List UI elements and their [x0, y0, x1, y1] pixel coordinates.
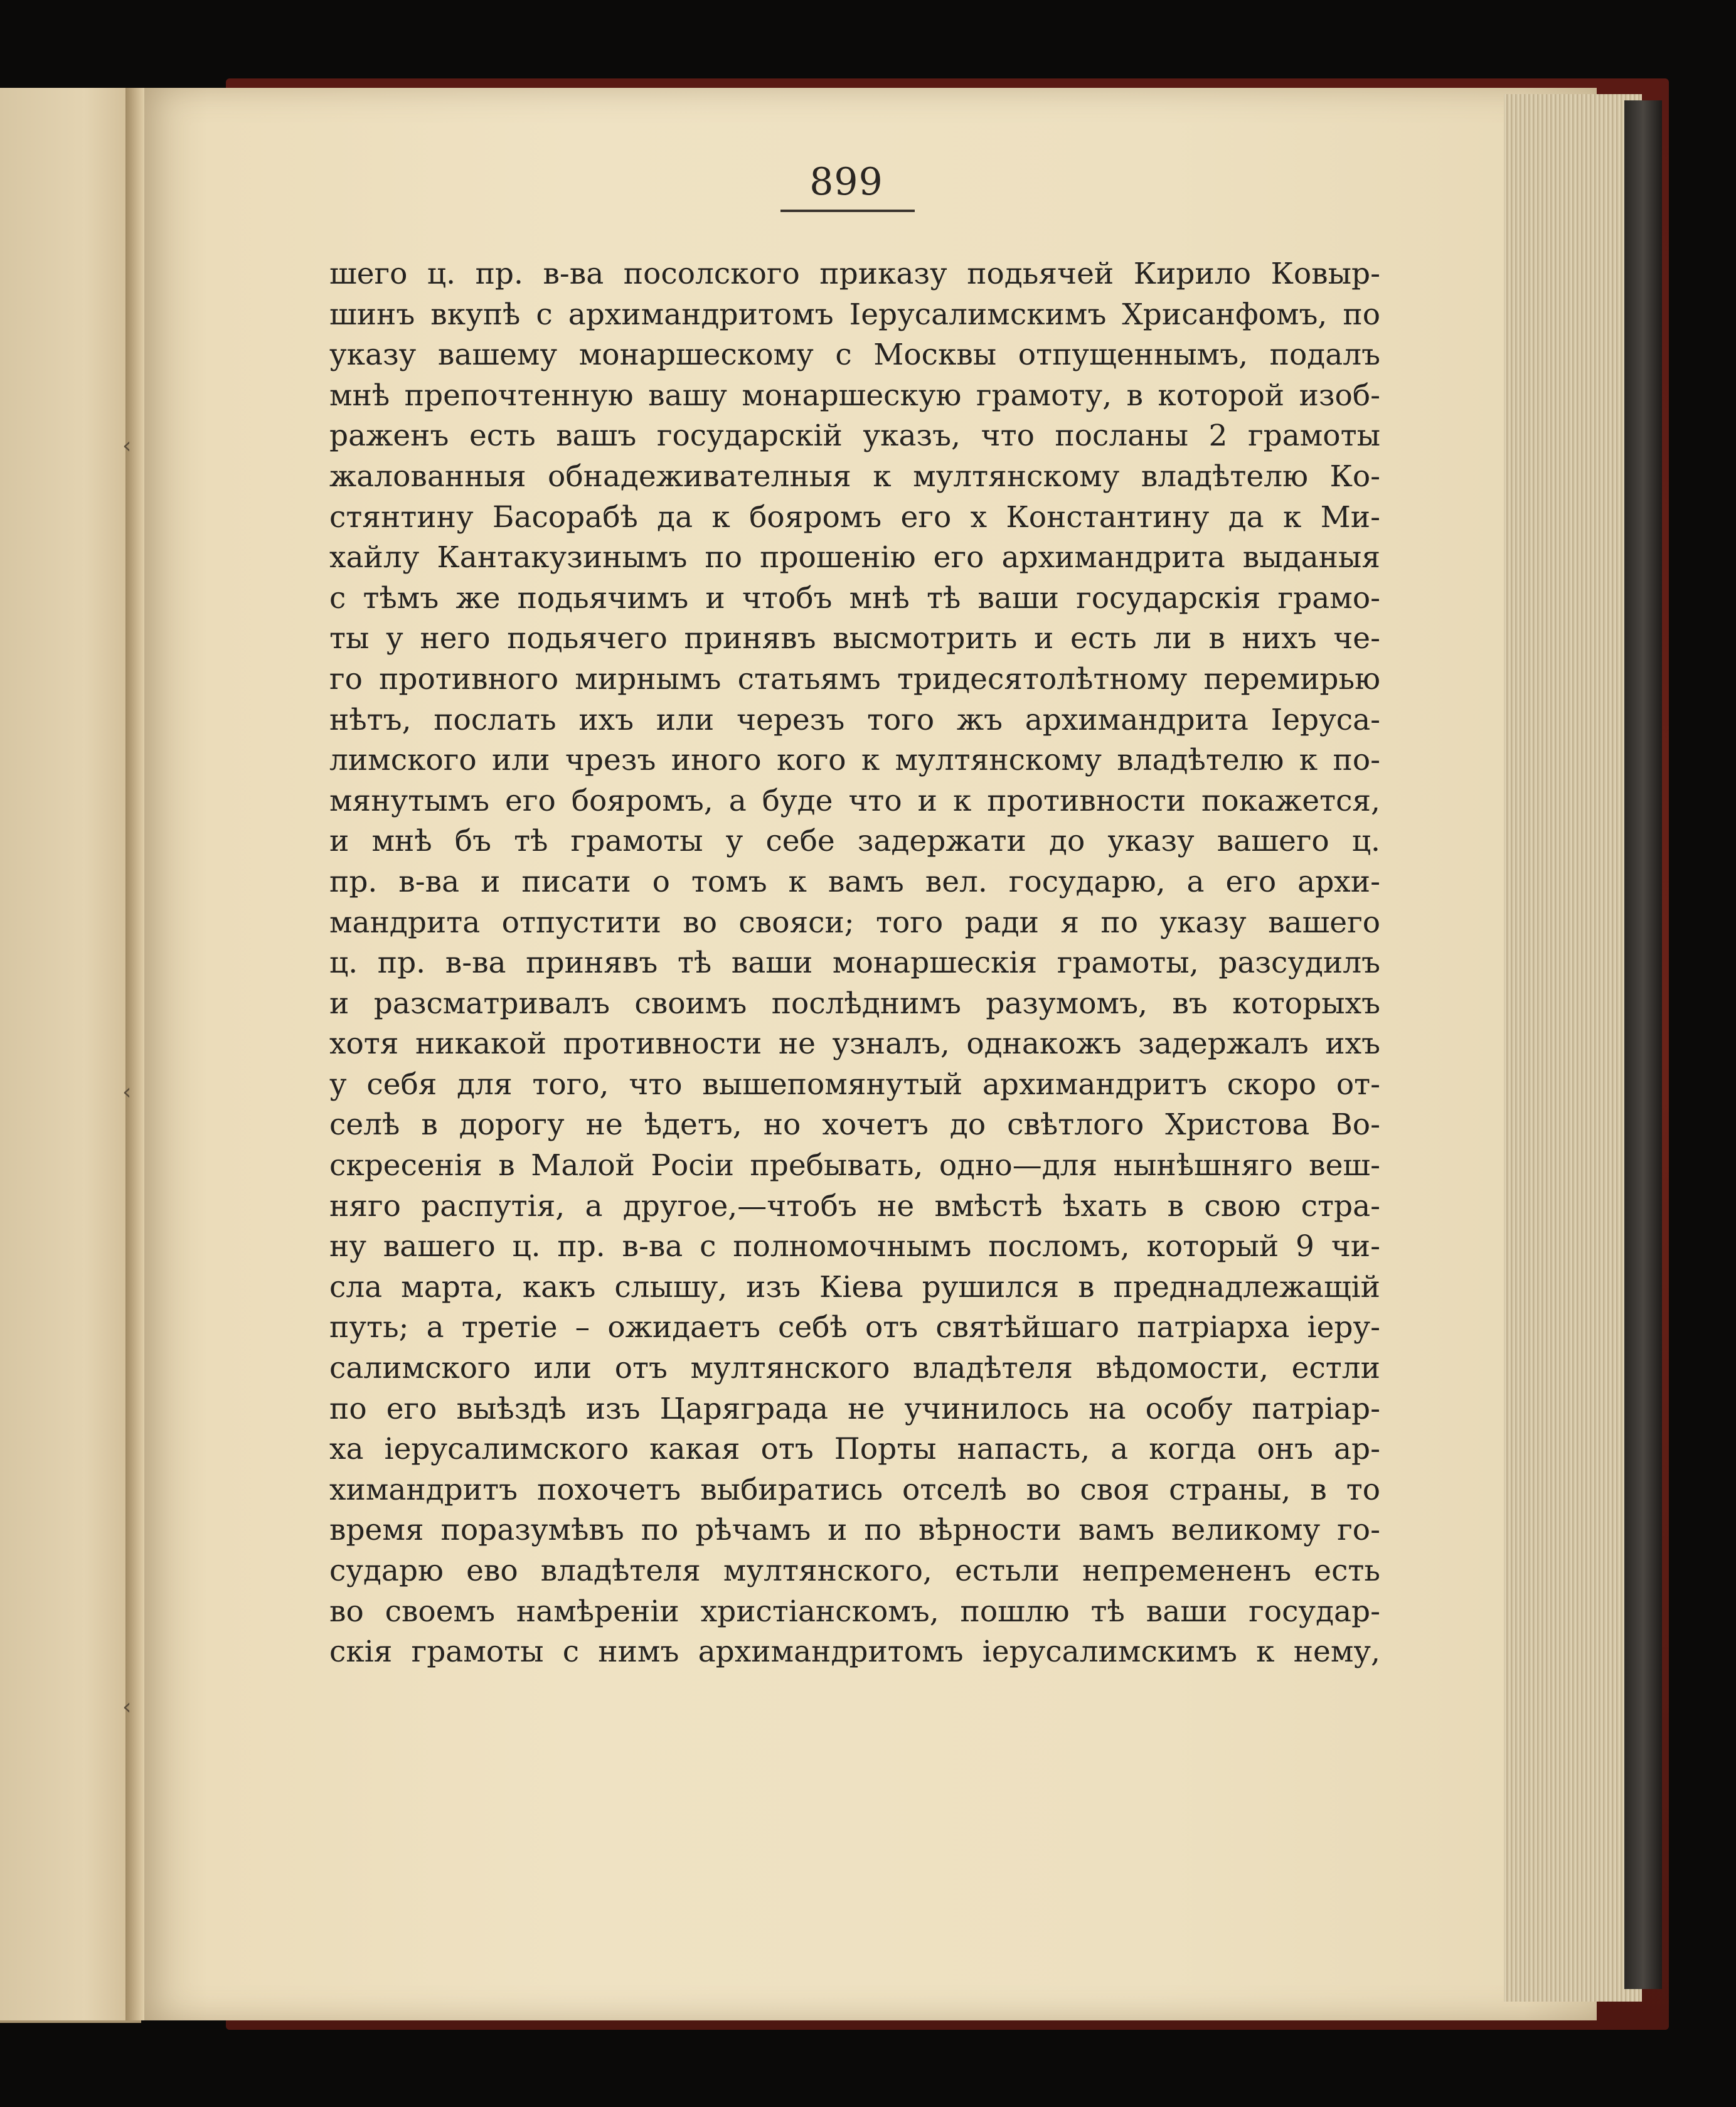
text-line: мянутымъ его бояромъ, а буде что и к противности покажется,	[329, 783, 1380, 818]
margin-tick-mark: ‹	[122, 1079, 132, 1105]
text-line: стянтину Басорабѣ да к бояромъ его х Константину да к Ми-	[329, 499, 1380, 535]
text-line: у себя для того, что вышепомянутый архимандритъ скоро от-	[329, 1067, 1380, 1102]
text-line: пр. в-ва и писати о томъ к вамъ вел. государю, а его архи-	[329, 864, 1380, 899]
text-line: химандритъ похочетъ выбиратись отселѣ во своя страны, в то	[329, 1472, 1380, 1507]
text-line: селѣ в дорогу не ѣдетъ, но хочетъ до свѣтлого Христова Во-	[329, 1107, 1380, 1143]
text-line: с тѣмъ же подьячимъ и чтобъ мнѣ тѣ ваши государскія грамо-	[329, 580, 1380, 616]
text-line: сла марта, какъ слышу, изъ Кіева рушился в преднадлежащій	[329, 1269, 1380, 1304]
text-line: жалованныя обнадеживателныя к мултянскому владѣтелю Ко-	[329, 459, 1380, 494]
text-line: шинъ вкупѣ с архимандритомъ Іерусалимскимъ Хрисанфомъ, по	[329, 297, 1380, 332]
left-page-edge	[0, 88, 141, 2023]
text-line: указу вашему монаршескому с Москвы отпущеннымъ, подалъ	[329, 338, 1380, 373]
text-line: раженъ есть вашъ государскій указъ, что посланы 2 грамоты	[329, 419, 1380, 454]
body-text	[329, 254, 1380, 1673]
page-block-edges	[1504, 94, 1642, 2002]
text-line: хотя никакой противности не узналъ, однакожъ задержалъ ихъ	[329, 1027, 1380, 1062]
text-line: скресенія в Малой Росіи пребывать, одно—для нынѣшняго веш-	[329, 1148, 1380, 1183]
book-gutter	[125, 88, 144, 2020]
text-line: ты у него подьячего принявъ высмотрить и есть ли в нихъ че-	[329, 621, 1380, 656]
text-line: и разсматривалъ своимъ послѣднимъ разумомъ, въ которыхъ	[329, 986, 1380, 1021]
text-line: скія грамоты с нимъ архимандритомъ іерусалимскимъ к нему,	[329, 1635, 1380, 1670]
page-block-shadow	[1624, 100, 1662, 1989]
text-line: мандрита отпустити во свояси; того ради я по указу вашего	[329, 905, 1380, 940]
text-line: сударю ево владѣтеля мултянского, естьли непремененъ есть	[329, 1554, 1380, 1588]
text-line: ну вашего ц. пр. в-ва с полномочнымъ посломъ, который 9 чи-	[329, 1229, 1380, 1264]
margin-tick-mark: ‹	[122, 433, 132, 459]
text-line: салимского или отъ мултянского владѣтеля вѣдомости, естли	[329, 1351, 1380, 1386]
margin-tick-mark: ‹	[122, 1694, 132, 1720]
page-number-underline	[780, 210, 915, 212]
text-line: няго распутія, а другое,—чтобъ не вмѣстѣ ѣхать в свою стра-	[329, 1188, 1380, 1224]
text-line: по его выѣздѣ изъ Царяграда не учинилось на особу патріар-	[329, 1391, 1380, 1426]
text-line: нѣтъ, послать ихъ или черезъ того жъ архимандрита Іеруса-	[329, 702, 1380, 737]
text-line: го противного мирнымъ статьямъ тридесятолѣтному перемирью	[329, 661, 1380, 696]
page-number: 899	[809, 160, 883, 204]
text-line: шего ц. пр. в-ва посолского приказу подьячей Кирило Ковыр-	[329, 257, 1380, 291]
text-line: ц. пр. в-ва принявъ тѣ ваши монаршескія грамоты, разсудилъ	[329, 946, 1380, 981]
text-line: во своемъ намѣреніи христіанскомъ, пошлю тѣ ваши государ-	[329, 1594, 1380, 1629]
text-line: и мнѣ бъ тѣ грамоты у себе задержати до указу вашего ц.	[329, 824, 1380, 859]
text-line: путь; а третіе – ожидаетъ себѣ отъ святѣйшаго патріарха іеру-	[329, 1310, 1380, 1345]
text-line: мнѣ препочтенную вашу монаршескую грамоту, в которой изоб-	[329, 378, 1380, 413]
text-line: хайлу Кантакузинымъ по прошенію его архимандрита выданыя	[329, 540, 1380, 575]
text-line: время поразумѣвъ по рѣчамъ и по вѣрности вамъ великому го-	[329, 1513, 1380, 1548]
text-line: лимского или чрезъ иного кого к мултянскому владѣтелю к по-	[329, 743, 1380, 778]
text-line: ха іерусалимского какая отъ Порты напасть, а когда онъ ар-	[329, 1432, 1380, 1467]
